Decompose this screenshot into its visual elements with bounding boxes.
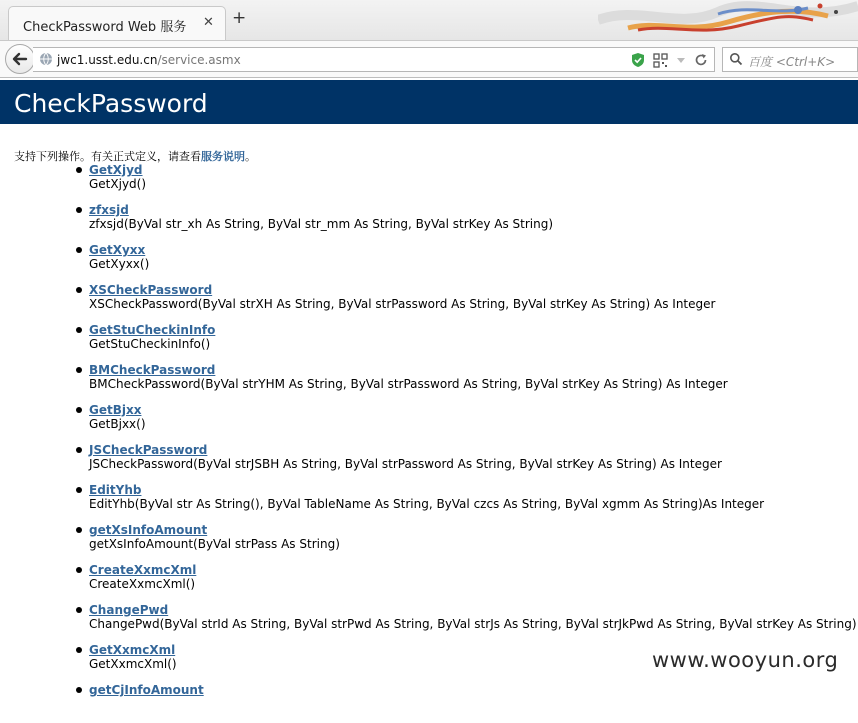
operation-item (75, 163, 857, 203)
page-heading-bar (0, 80, 858, 124)
address-bar[interactable] (33, 47, 715, 72)
bullet-icon (76, 327, 82, 333)
operation-item (75, 523, 857, 563)
operation-signature: BMCheckPassword(ByVal strYHM As String, ByVal strPassword As String, ByVal strKey As String) As Integer (89, 377, 728, 391)
url-host: jwc1.usst.edu.cn (57, 53, 158, 67)
search-placeholder: 百度 <Ctrl+K> (748, 55, 836, 69)
operation-item (75, 363, 857, 403)
intro-text (14, 148, 256, 164)
back-arrow-icon (6, 45, 34, 73)
bullet-icon (76, 487, 82, 493)
intro-sentence: 支持下列操作。有关正式定义，请查看 (14, 150, 201, 163)
browser-tab-strip (0, 0, 858, 40)
url-text (57, 53, 241, 67)
bullet-icon (76, 647, 82, 653)
bullet-icon (76, 407, 82, 413)
operation-signature: EditYhb(ByVal str As String(), ByVal TableName As String, ByVal czcs As String, ByVal xgmm As String)As Integer (89, 497, 765, 511)
operation-link[interactable]: getXsInfoAmount (89, 523, 208, 537)
operation-item (75, 203, 857, 243)
search-icon (729, 52, 743, 66)
page-title: CheckPassword (14, 89, 208, 118)
operation-link[interactable]: zfxsjd (89, 203, 129, 217)
operation-link[interactable]: CreateXxmcXml (89, 563, 197, 577)
close-tab-icon[interactable]: ✕ (203, 15, 214, 30)
operation-link[interactable]: EditYhb (89, 483, 142, 497)
operation-signature: GetXxmcXml() (89, 657, 177, 671)
qr-code-icon[interactable] (653, 53, 668, 68)
bullet-icon (76, 447, 82, 453)
operation-signature: GetXjyd() (89, 177, 147, 191)
reload-icon[interactable] (694, 53, 708, 67)
operation-signature: GetBjxx() (89, 417, 146, 431)
operation-signature: CreateXxmcXml() (89, 577, 196, 591)
bullet-icon (76, 207, 82, 213)
operation-signature: ChangePwd(ByVal strId As String, ByVal strPwd As String, ByVal strJs As String, ByVal strJkPwd As String, ByVal strKey As String) (89, 617, 857, 631)
operation-item (75, 683, 857, 723)
operation-item (75, 483, 857, 523)
bullet-icon (76, 247, 82, 253)
back-button[interactable] (5, 44, 35, 74)
intro-end: 。 (245, 150, 256, 163)
operation-item (75, 403, 857, 443)
dropdown-arrow-icon[interactable] (676, 55, 686, 65)
new-tab-button[interactable]: + (232, 8, 247, 28)
operation-signature: XSCheckPassword(ByVal strXH As String, ByVal strPassword As String, ByVal strKey As String) As Integer (89, 297, 716, 311)
operation-link[interactable]: XSCheckPassword (89, 283, 213, 297)
operation-item (75, 283, 857, 323)
url-path: /service.asmx (157, 53, 241, 67)
operation-signature: getXsInfoAmount(ByVal strPass As String) (89, 537, 340, 551)
operation-link[interactable]: GetStuCheckinInfo (89, 323, 216, 337)
operations-list (75, 163, 857, 723)
globe-icon (39, 52, 53, 66)
bullet-icon (76, 607, 82, 613)
operation-link[interactable]: GetXxmcXml (89, 643, 176, 657)
navigation-toolbar (0, 40, 858, 78)
operation-item (75, 323, 857, 363)
bullet-icon (76, 367, 82, 373)
browser-tab[interactable] (8, 6, 226, 40)
operation-link[interactable]: ChangePwd (89, 603, 169, 617)
bullet-icon (76, 287, 82, 293)
tab-title: CheckPassword Web 服务 (23, 20, 187, 35)
operation-signature: zfxsjd(ByVal str_xh As String, ByVal str_mm As String, ByVal strKey As String) (89, 217, 554, 231)
watermark: www.wooyun.org (652, 648, 839, 672)
search-box[interactable] (722, 47, 858, 72)
theme-decoration (598, 0, 858, 40)
operation-item (75, 603, 857, 643)
operation-link[interactable]: getCjInfoAmount (89, 683, 204, 697)
bullet-icon (76, 687, 82, 693)
operation-item (75, 443, 857, 483)
operation-item (75, 243, 857, 283)
bullet-icon (76, 567, 82, 573)
operation-link[interactable]: GetXyxx (89, 243, 146, 257)
operation-signature: JSCheckPassword(ByVal strJSBH As String, ByVal strPassword As String, ByVal strKey As String) As Integer (89, 457, 722, 471)
operation-link[interactable]: JSCheckPassword (89, 443, 208, 457)
bullet-icon (76, 167, 82, 173)
bullet-icon (76, 527, 82, 533)
service-description-link[interactable]: 服务说明 (201, 150, 245, 163)
operation-signature: GetStuCheckinInfo() (89, 337, 211, 351)
shield-icon[interactable] (631, 52, 645, 68)
operation-link[interactable]: BMCheckPassword (89, 363, 216, 377)
operation-link[interactable]: GetXjyd (89, 163, 143, 177)
operation-item (75, 563, 857, 603)
operation-signature: GetXyxx() (89, 257, 150, 271)
operation-link[interactable]: GetBjxx (89, 403, 142, 417)
